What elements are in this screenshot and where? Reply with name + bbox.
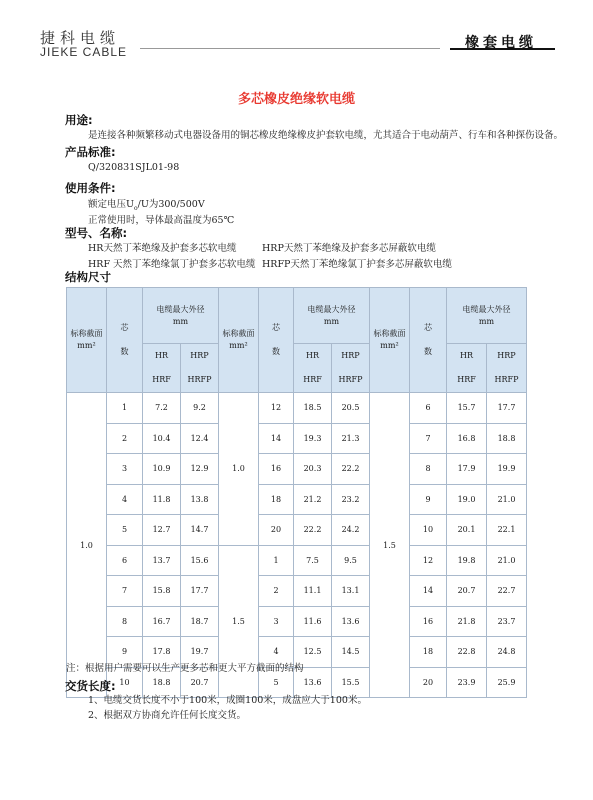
area-header: 标称截面 mm²: [370, 288, 410, 393]
diameter-cell: 17.8: [143, 637, 181, 668]
page-header: [0, 0, 593, 62]
area-cell: 1.0: [67, 393, 107, 698]
area-cell: 1.5: [219, 545, 259, 698]
diameter-cell: 13.7: [143, 545, 181, 576]
cores-cell: 2: [259, 576, 294, 607]
diameter-cell: 9.5: [332, 545, 370, 576]
outer-diameter-header: 电缆最大外径 mm: [447, 288, 527, 344]
diameter-cell: 15.7: [447, 393, 487, 424]
models-heading: 型号、名称:: [65, 226, 128, 240]
diameter-cell: 11.1: [294, 576, 332, 607]
diameter-cell: 13.6: [294, 667, 332, 698]
cores-cell: 9: [107, 637, 143, 668]
conditions-heading: 使用条件:: [65, 181, 116, 195]
diameter-cell: 16.7: [143, 606, 181, 637]
section-label: 橡套电缆: [465, 35, 537, 51]
diameter-cell: 23.2: [332, 484, 370, 515]
hr-hrf-header: HR HRF: [447, 344, 487, 393]
diameter-cell: 15.8: [143, 576, 181, 607]
diameter-cell: 10.9: [143, 454, 181, 485]
diameter-cell: 21.0: [487, 484, 527, 515]
diameter-cell: 13.1: [332, 576, 370, 607]
diameter-cell: 19.7: [181, 637, 219, 668]
cores-cell: 6: [107, 545, 143, 576]
diameter-cell: 21.8: [447, 606, 487, 637]
model-item: HRFP天然丁苯绝缘氯丁护套多芯屏蔽软电缆: [262, 259, 452, 270]
diameter-cell: 22.8: [447, 637, 487, 668]
table-row: [67, 606, 527, 637]
diameter-cell: 18.8: [143, 667, 181, 698]
diameter-cell: 17.7: [181, 576, 219, 607]
diameter-cell: 12.4: [181, 423, 219, 454]
cores-cell: 7: [107, 576, 143, 607]
hr-hrf-header: HR HRF: [143, 344, 181, 393]
outer-diameter-header: 电缆最大外径 mm: [143, 288, 219, 344]
diameter-cell: 17.7: [487, 393, 527, 424]
diameter-cell: 20.3: [294, 454, 332, 485]
table-row: [67, 545, 527, 576]
cores-header: 芯 数: [107, 288, 143, 393]
model-item: HR天然丁苯绝缘及护套多芯软电缆: [88, 243, 237, 254]
delivery-item: 2、根据双方协商允许任何长度交货。: [88, 710, 247, 721]
hrp-hrfp-header: HRP HRFP: [332, 344, 370, 393]
cores-cell: 14: [259, 423, 294, 454]
structure-table: [66, 287, 527, 698]
standard-heading: 产品标准:: [65, 145, 116, 159]
hrp-hrfp-header: HRP HRFP: [487, 344, 527, 393]
diameter-cell: 18.5: [294, 393, 332, 424]
table-header-row: [67, 288, 527, 344]
cores-cell: 10: [107, 667, 143, 698]
diameter-cell: 25.9: [487, 667, 527, 698]
diameter-cell: 20.1: [447, 515, 487, 546]
diameter-cell: 10.4: [143, 423, 181, 454]
table-body: [67, 393, 527, 698]
diameter-cell: 20.5: [332, 393, 370, 424]
area-cell: 1.5: [370, 393, 410, 698]
diameter-cell: 12.5: [294, 637, 332, 668]
cores-cell: 5: [259, 667, 294, 698]
brand-name-cn: 捷科电缆: [40, 29, 121, 47]
cores-cell: 3: [107, 454, 143, 485]
diameter-cell: 7.2: [143, 393, 181, 424]
cores-cell: 18: [410, 637, 447, 668]
diameter-cell: 11.6: [294, 606, 332, 637]
cores-cell: 2: [107, 423, 143, 454]
diameter-cell: 19.3: [294, 423, 332, 454]
cores-cell: 4: [107, 484, 143, 515]
header-divider: [140, 48, 440, 49]
diameter-cell: 21.2: [294, 484, 332, 515]
cores-cell: 5: [107, 515, 143, 546]
diameter-cell: 13.6: [332, 606, 370, 637]
area-cell: 1.0: [219, 393, 259, 546]
diameter-cell: 21.3: [332, 423, 370, 454]
diameter-cell: 24.2: [332, 515, 370, 546]
table-row: [67, 484, 527, 515]
table-row: [67, 423, 527, 454]
cores-cell: 16: [410, 606, 447, 637]
diameter-cell: 22.7: [487, 576, 527, 607]
area-header: 标称截面 mm²: [67, 288, 107, 393]
table-note: 注：根据用户需要可以生产更多芯和更大平方截面的结构: [66, 663, 304, 674]
cores-header: 芯 数: [410, 288, 447, 393]
diameter-cell: 22.1: [487, 515, 527, 546]
cores-header: 芯 数: [259, 288, 294, 393]
cores-cell: 9: [410, 484, 447, 515]
diameter-cell: 23.9: [447, 667, 487, 698]
cores-cell: 18: [259, 484, 294, 515]
diameter-cell: 14.5: [332, 637, 370, 668]
cores-cell: 1: [107, 393, 143, 424]
diameter-cell: 22.2: [294, 515, 332, 546]
diameter-cell: 19.8: [447, 545, 487, 576]
outer-diameter-header: 电缆最大外径 mm: [294, 288, 370, 344]
hrp-hrfp-header: HRP HRFP: [181, 344, 219, 393]
diameter-cell: 7.5: [294, 545, 332, 576]
hr-hrf-header: HR HRF: [294, 344, 332, 393]
area-header: 标称截面 mm²: [219, 288, 259, 393]
delivery-item: 1、电缆交货长度不小于100米，成圈100米，成盘应大于100米。: [88, 695, 367, 706]
diameter-cell: 9.2: [181, 393, 219, 424]
diameter-cell: 19.0: [447, 484, 487, 515]
usage-heading: 用途:: [65, 113, 93, 127]
cores-cell: 16: [259, 454, 294, 485]
page-title: 多芯橡皮绝缘软电缆: [237, 92, 355, 107]
standard-text: Q/320831SJL01-98: [88, 162, 180, 173]
diameter-cell: 14.7: [181, 515, 219, 546]
diameter-cell: 23.7: [487, 606, 527, 637]
cores-cell: 3: [259, 606, 294, 637]
cores-cell: 14: [410, 576, 447, 607]
structure-heading: 结构尺寸: [65, 270, 111, 284]
table-row: [67, 393, 527, 424]
cores-cell: 10: [410, 515, 447, 546]
diameter-cell: 15.5: [332, 667, 370, 698]
diameter-cell: 22.2: [332, 454, 370, 485]
diameter-cell: 19.9: [487, 454, 527, 485]
diameter-cell: 17.9: [447, 454, 487, 485]
brand-name-en: JIEKE CABLE: [40, 45, 128, 59]
diameter-cell: 12.9: [181, 454, 219, 485]
diameter-cell: 20.7: [181, 667, 219, 698]
diameter-cell: 20.7: [447, 576, 487, 607]
cores-cell: 6: [410, 393, 447, 424]
diameter-cell: 11.8: [143, 484, 181, 515]
cores-cell: 12: [410, 545, 447, 576]
cores-cell: 1: [259, 545, 294, 576]
table-row: [67, 515, 527, 546]
diameter-cell: 13.8: [181, 484, 219, 515]
delivery-heading: 交货长度:: [65, 679, 116, 693]
diameter-cell: 18.8: [487, 423, 527, 454]
cores-cell: 7: [410, 423, 447, 454]
cores-cell: 4: [259, 637, 294, 668]
diameter-cell: 24.8: [487, 637, 527, 668]
conditions-temperature: 正常使用时，导体最高温度为65℃: [88, 215, 235, 226]
model-item: HRF 天然丁苯绝缘氯丁护套多芯软电缆: [88, 259, 256, 270]
usage-text: 是连接各种频繁移动式电器设备用的铜芯橡皮绝缘橡皮护套软电缆，尤其适合于电动葫芦、行车和各种探伤设备。: [88, 130, 564, 141]
diameter-cell: 12.7: [143, 515, 181, 546]
diameter-cell: 18.7: [181, 606, 219, 637]
cores-cell: 20: [259, 515, 294, 546]
table-row: [67, 454, 527, 485]
cores-cell: 20: [410, 667, 447, 698]
model-item: HRP天然丁苯绝缘及护套多芯屏蔽软电缆: [262, 243, 436, 254]
cores-cell: 8: [410, 454, 447, 485]
cores-cell: 8: [107, 606, 143, 637]
conditions-voltage: 额定电压$U_o/U$为300/500V: [88, 199, 205, 212]
diameter-cell: 16.8: [447, 423, 487, 454]
cores-cell: 12: [259, 393, 294, 424]
table-row: [67, 576, 527, 607]
diameter-cell: 21.0: [487, 545, 527, 576]
diameter-cell: 15.6: [181, 545, 219, 576]
